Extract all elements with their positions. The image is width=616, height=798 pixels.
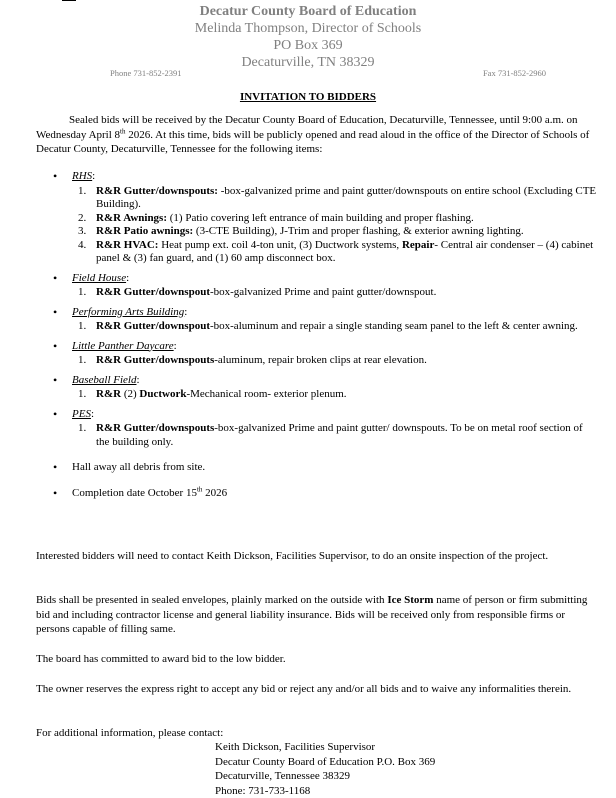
list-item: 1. R&R Gutter/downspouts: -box-galvanized prime and paint gutter/downspouts on entire school (Excluding CTE Building). (72, 185, 616, 212)
list-item: 2. R&R Awnings: (1) Patio covering left entrance of main building and proper flashing. (72, 212, 616, 226)
list-item: 4. R&R HVAC: Heat pump ext. coil 4-ton unit, (3) Ductwork systems, Repair- Central air condenser – (4) cabinet panel & (3) fan guard, and (1) 60 amp disconnect box. (72, 239, 616, 266)
intro-paragraph (36, 113, 592, 157)
section-field-house (0, 272, 616, 300)
letterhead-director: Melinda Thompson, Director of Schools (0, 20, 616, 37)
list-item: 1. R&R Gutter/downspouts-aluminum, repair broken clips at rear elevation. (72, 354, 616, 368)
intro-superscript: th (120, 127, 125, 135)
section-items (72, 388, 616, 402)
contact-phone: Phone: 731-733-1168 (215, 784, 435, 798)
section-title: Performing Arts Building: (72, 306, 187, 318)
rights-paragraph: The owner reserves the express right to accept any bid or reject any and/or all bids and to waive any informalities therein. (36, 682, 592, 697)
section-title: Field House: (72, 272, 129, 284)
list-item: 1. R&R (2) Ductwork-Mechanical room- exterior plenum. (72, 388, 616, 402)
intro-text-continued: 2026. At this time, bids will be publicly opened and read aloud in the office of the Director of Schools of Decatur County, Decaturville, Tennessee for the following items: (36, 129, 589, 156)
award-paragraph: The board has committed to award bid to the low bidder. (36, 652, 592, 667)
intro-text: Sealed bids will be received by the Decatur County Board of Education, Decaturville, Tennessee, until 9:00 a.m. on Wednesday April 8 (36, 114, 578, 141)
letterhead-city: Decaturville, TN 38329 (0, 54, 616, 71)
list-item: 1. R&R Gutter/downspout-box-aluminum and repair a single standing seam panel to the left & center awning. (72, 320, 616, 334)
section-items (72, 354, 616, 368)
section-title: RHS: (72, 170, 95, 182)
list-item: 3. R&R Patio awnings: (3-CTE Building), J-Trim and proper flashing, & exterior awning lighting. (72, 225, 616, 239)
contact-name: Keith Dickson, Facilities Supervisor (215, 740, 435, 755)
letterhead-phone: Phone 731-852-2391 (110, 68, 182, 78)
sealed-bids-paragraph: Bids shall be presented in sealed envelopes, plainly marked on the outside with Ice Storm name of person or firm submitting bid and including contractor license and general liability insurance. Bids will be received only from responsible firms or persons capable of filling same. (36, 593, 592, 637)
section-baseball-field (0, 374, 616, 402)
section-title: Little Panther Daycare: (72, 340, 177, 352)
letterhead-title: Decatur County Board of Education (0, 3, 616, 20)
top-rule (62, 0, 76, 1)
section-daycare (0, 340, 616, 368)
letterhead-po-box: PO Box 369 (0, 37, 616, 54)
section-items (72, 320, 616, 334)
contact-organization: Decatur County Board of Education P.O. Box 369 (215, 755, 435, 770)
contact-block (215, 740, 435, 798)
inspection-paragraph: Interested bidders will need to contact Keith Dickson, Facilities Supervisor, to do an onsite inspection of the project. (36, 549, 592, 564)
additional-info: For additional information, please contact: (36, 726, 592, 741)
section-rhs (0, 170, 616, 266)
debris-note: • Hall away all debris from site. (0, 461, 616, 475)
contact-city: Decaturville, Tennessee 38329 (215, 769, 435, 784)
section-title: PES: (72, 408, 94, 420)
completion-date: • Completion date October 15th 2026 (0, 487, 616, 501)
bid-sections (0, 170, 616, 506)
section-performing-arts (0, 306, 616, 334)
section-items (72, 185, 616, 266)
document-heading: INVITATION TO BIDDERS (0, 91, 616, 103)
letterhead-fax: Fax 731-852-2960 (483, 68, 546, 78)
section-items (72, 286, 616, 300)
section-pes (0, 408, 616, 450)
letterhead (0, 3, 616, 71)
section-title: Baseball Field: (72, 374, 140, 386)
section-items (72, 422, 616, 449)
list-item: 1. R&R Gutter/downspouts-box-galvanized Prime and paint gutter/ downspouts. To be on metal roof section of the building only. (72, 422, 616, 449)
list-item: 1. R&R Gutter/downspout-box-galvanized Prime and paint gutter/downspout. (72, 286, 616, 300)
